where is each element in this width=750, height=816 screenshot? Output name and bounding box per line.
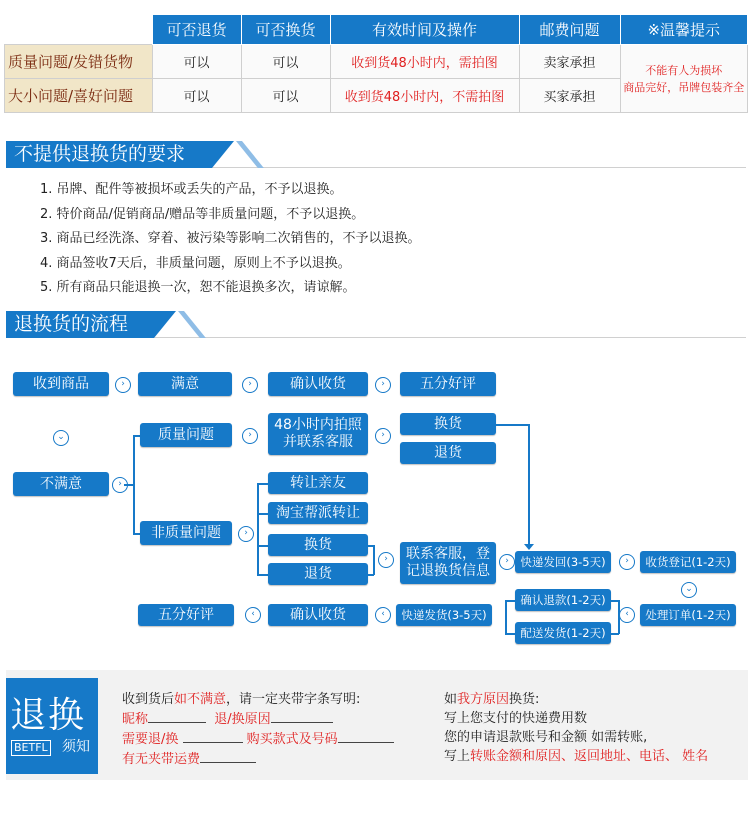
arrow-right-icon: ›	[378, 552, 394, 568]
notes-right	[444, 690, 746, 766]
flow-process-order: 处理订单(1-2天)	[640, 604, 736, 626]
arrow-right-icon: ›	[375, 377, 391, 393]
banner-stripe	[178, 311, 206, 338]
notes-line	[122, 729, 422, 749]
table-cell: 可以	[152, 79, 241, 113]
rules-list	[40, 178, 421, 301]
arrow-down-icon: ⌄	[53, 430, 69, 446]
fill-blank	[271, 709, 333, 723]
notes-left	[122, 690, 422, 769]
flow-ship-out: 快递发货(3-5天)	[396, 604, 492, 626]
tip-line: 商品完好，吊牌包装齐全	[623, 80, 745, 94]
notes-highlight: 退/换原因	[214, 712, 271, 727]
flow-deliver: 配送发货(1-2天)	[515, 622, 611, 644]
flow-unsatisfied: 不满意	[13, 472, 109, 496]
list-item: 4. 商品签收7天后，非质量问题，原则上不予以退换。	[40, 255, 351, 271]
notes-text: 如	[444, 692, 458, 707]
table-cell: 可以	[241, 79, 330, 113]
flow-transfer-friend: 转让亲友	[268, 472, 368, 494]
fill-blank	[200, 749, 256, 763]
list-item: 1. 吊牌、配件等被损坏或丢失的产品，不予以退换。	[40, 182, 343, 197]
banner-tail	[212, 141, 234, 168]
connector-line	[505, 600, 507, 634]
notes-line: 您的申请退款账号和金额 如需转账,	[444, 730, 648, 745]
flow-confirm-refund: 确认退款(1-2天)	[515, 589, 611, 611]
notes-highlight: 转账金额和原因、返回地址、电话、 姓名	[470, 749, 709, 764]
flow-exchange: 换货	[400, 413, 496, 435]
table-cell: 卖家承担	[519, 45, 620, 79]
connector-line	[373, 545, 375, 575]
table-header: ※温馨提示	[620, 15, 748, 45]
branch-line	[257, 483, 268, 485]
table-cell: 买家承担	[519, 79, 620, 113]
fill-blank	[338, 729, 394, 743]
branch-line	[124, 484, 133, 486]
notes-line: 写上您支付的快递费用数	[444, 711, 588, 726]
table-cell: 可以	[241, 45, 330, 79]
flow-refund2: 退货	[268, 563, 368, 585]
flow-ship-back: 快递发回(3-5天)	[515, 551, 611, 573]
branch-line	[257, 574, 268, 576]
table-header-row	[5, 15, 748, 45]
notes-text: 写上	[444, 749, 471, 764]
section-title: 不提供退换货的要求	[14, 143, 186, 165]
arrow-right-icon: ›	[238, 526, 254, 542]
flow-photo	[268, 413, 368, 455]
notes-highlight: 需要退/换	[122, 732, 179, 747]
arrow-right-icon: ›	[375, 428, 391, 444]
logo-main: 退换	[10, 695, 87, 736]
banner-stripe	[236, 141, 264, 168]
flow-five-star2: 五分好评	[138, 604, 234, 626]
section-banner	[6, 141, 212, 168]
notes-text: 收到货后	[122, 692, 175, 707]
notes-line	[122, 709, 422, 729]
logo-brand: BETFL	[11, 740, 51, 756]
connector-line	[618, 600, 620, 634]
table-header: 邮费问题	[519, 15, 620, 45]
connector-line	[505, 600, 515, 602]
table-row	[5, 45, 748, 79]
tip-cell	[620, 45, 748, 113]
banner-tail	[154, 311, 176, 338]
table-header-blank	[5, 15, 153, 45]
connector-line	[505, 633, 515, 635]
notes-highlight: 购买款式及号码	[246, 732, 338, 747]
branch-line	[257, 513, 268, 515]
notes-line	[122, 690, 422, 709]
flow-refund: 退货	[400, 442, 496, 464]
arrow-down-icon: ⌄	[681, 582, 697, 598]
arrow-right-icon: ›	[242, 428, 258, 444]
notes-text: ，请一定夹带字条写明:	[226, 692, 361, 707]
notes-highlight: 有无夹带运费	[122, 752, 201, 767]
branch-line	[257, 483, 259, 574]
table-header: 可否退货	[152, 15, 241, 45]
table-header: 可否换货	[241, 15, 330, 45]
arrow-right-icon: ›	[112, 477, 128, 493]
arrow-right-icon: ›	[242, 377, 258, 393]
arrow-right-icon: ›	[499, 554, 515, 570]
list-item: 3. 商品已经洗涤、穿着、被污染等影响二次销售的，不予以退换。	[40, 231, 421, 246]
notes-line	[444, 747, 746, 766]
list-item: 2. 特价商品/促销商品/赠品等非质量问题，不予以退换。	[40, 206, 365, 222]
flow-contact-line: 联系客服，登	[406, 546, 490, 562]
branch-line	[133, 435, 135, 533]
connector-line	[528, 424, 530, 546]
section-banner	[6, 311, 154, 338]
notes-highlight: 昵称	[122, 712, 149, 727]
flow-contact-line: 记退换货信息	[406, 563, 490, 579]
flow-five-star: 五分好评	[400, 372, 496, 396]
flow-exchange2: 换货	[268, 534, 368, 556]
flow-satisfied: 满意	[138, 372, 232, 396]
notes-highlight: 如不满意	[174, 692, 227, 707]
notes-line	[122, 749, 422, 769]
flow-non-quality: 非质量问题	[140, 521, 232, 545]
notes-text: 换货:	[509, 692, 540, 707]
section-title: 退换货的流程	[14, 313, 129, 335]
flow-photo-line: 并联系客服	[282, 434, 353, 450]
flow-contact	[400, 542, 496, 584]
table-cell: 收到货48小时内，需拍图	[330, 45, 519, 79]
list-item: 5. 所有商品只能退换一次，恕不能退换多次，请谅解。	[40, 280, 356, 295]
arrow-right-icon: ›	[115, 377, 131, 393]
arrow-right-icon: ›	[619, 554, 635, 570]
flow-taobao-resell: 淘宝帮派转让	[268, 502, 368, 524]
arrow-left-icon: ‹	[375, 607, 391, 623]
flow-receive: 收到商品	[13, 372, 109, 396]
policy-table	[4, 14, 748, 113]
flow-confirm2: 确认收货	[268, 604, 368, 626]
arrow-left-icon: ‹	[619, 607, 635, 623]
branch-line	[257, 545, 268, 547]
connector-line	[496, 424, 529, 426]
tip-line: 不能有人为损坏	[645, 63, 723, 77]
notes-logo	[6, 678, 98, 774]
flow-photo-line: 48小时内拍照	[274, 417, 362, 433]
table-header: 有效时间及操作	[330, 15, 519, 45]
fill-blank	[148, 709, 206, 723]
table-cell: 可以	[152, 45, 241, 79]
arrow-left-icon: ‹	[245, 607, 261, 623]
flow-confirm: 确认收货	[268, 372, 368, 396]
fill-blank	[183, 729, 243, 743]
row-label: 大小问题/喜好问题	[5, 79, 153, 113]
row-label: 质量问题/发错货物	[5, 45, 153, 79]
flow-receipt-register: 收货登记(1-2天)	[640, 551, 736, 573]
arrow-head-icon	[524, 544, 534, 550]
logo-sub: 须知	[62, 739, 90, 755]
flow-quality: 质量问题	[140, 423, 232, 447]
table-cell: 收到货48小时内，不需拍图	[330, 79, 519, 113]
notes-highlight: 我方原因	[457, 692, 510, 707]
notes-line	[444, 690, 746, 709]
